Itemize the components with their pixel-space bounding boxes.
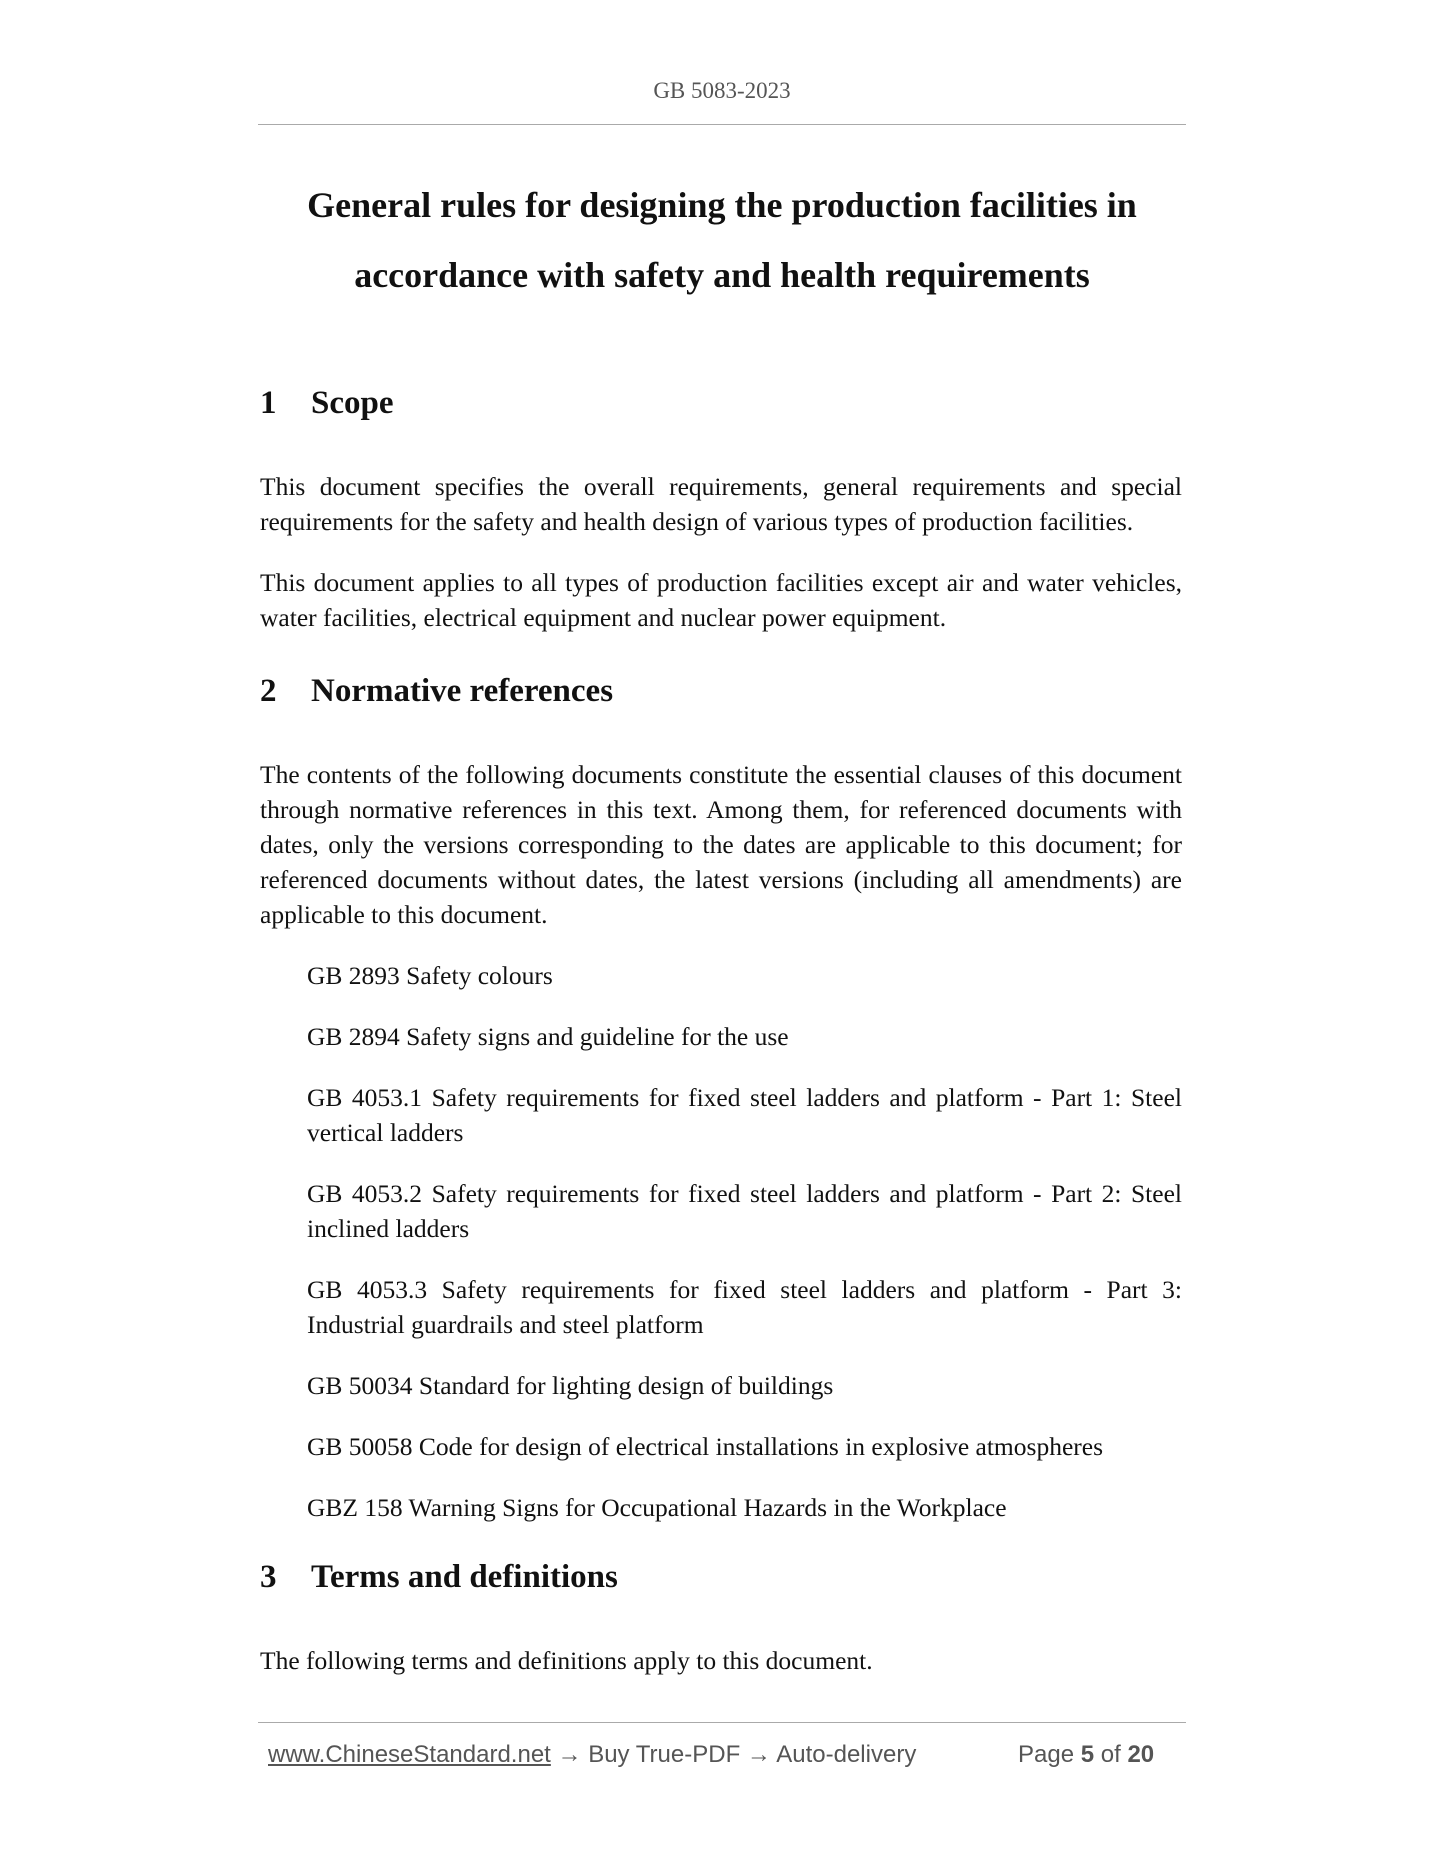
- reference-item: GB 50034 Standard for lighting design of buildings: [307, 1371, 834, 1400]
- site-link[interactable]: www.ChineseStandard.net: [268, 1741, 551, 1768]
- page-number: [1018, 1741, 1154, 1769]
- scope-paragraph-2: This document applies to all types of production facilities except air and water vehicles, water facilities, electrical equipment and nuclear power equipment.: [260, 568, 1182, 632]
- section-title: Scope: [311, 385, 394, 421]
- page-total: 20: [1127, 1741, 1155, 1768]
- page-label: Page: [1018, 1741, 1075, 1768]
- section-heading-terms-and-definitions: [260, 1559, 618, 1596]
- terms-paragraph: The following terms and definitions apply to this document.: [260, 1646, 873, 1675]
- page-of: of: [1100, 1741, 1121, 1768]
- scope-paragraph-1: This document specifies the overall requirements, general requirements and special requirements for the safety and health design of various types of production facilities.: [260, 472, 1182, 536]
- header-divider: [258, 124, 1186, 125]
- reference-item: GB 4053.2 Safety requirements for fixed steel ladders and platform - Part 2: Steel inclined ladders: [307, 1179, 1182, 1243]
- section-number: 3: [260, 1559, 277, 1595]
- section-number: 2: [260, 673, 277, 709]
- footer-promo: [268, 1741, 916, 1769]
- page-header-doc-code: GB 5083-2023: [653, 78, 791, 103]
- reference-item: GB 50058 Code for design of electrical installations in explosive atmospheres: [307, 1432, 1103, 1461]
- title-line-1: General rules for designing the production facilities in: [307, 185, 1137, 225]
- page-current: 5: [1080, 1741, 1095, 1768]
- normative-references-paragraph: The contents of the following documents constitute the essential clauses of this document through normative references in this text. Among them, for referenced documents with dates, only the versions corresponding to the dates are applicable to this document; for referenced documents without dates, the latest versions (including all amendments) are applicable to this document.: [260, 760, 1182, 929]
- reference-item: GB 2894 Safety signs and guideline for the use: [307, 1022, 789, 1051]
- section-number: 1: [260, 385, 277, 421]
- reference-item: GB 4053.1 Safety requirements for fixed steel ladders and platform - Part 1: Steel vertical ladders: [307, 1083, 1182, 1147]
- arrow-icon: →: [746, 1741, 771, 1768]
- reference-item: GB 4053.3 Safety requirements for fixed steel ladders and platform - Part 3: Industrial guardrails and steel platform: [307, 1275, 1182, 1339]
- footer-divider: [258, 1722, 1186, 1723]
- section-title: Terms and definitions: [311, 1559, 618, 1595]
- section-heading-scope: [260, 385, 394, 422]
- buy-text: Buy True-PDF: [588, 1741, 741, 1768]
- section-heading-normative-references: [260, 673, 613, 710]
- document-title: [258, 170, 1186, 310]
- reference-item: GBZ 158 Warning Signs for Occupational Hazards in the Workplace: [307, 1493, 1007, 1522]
- delivery-text: Auto-delivery: [776, 1741, 917, 1768]
- section-title: Normative references: [311, 673, 614, 709]
- title-line-2: accordance with safety and health requirements: [354, 255, 1090, 295]
- reference-item: GB 2893 Safety colours: [307, 961, 553, 990]
- arrow-icon: →: [557, 1741, 582, 1768]
